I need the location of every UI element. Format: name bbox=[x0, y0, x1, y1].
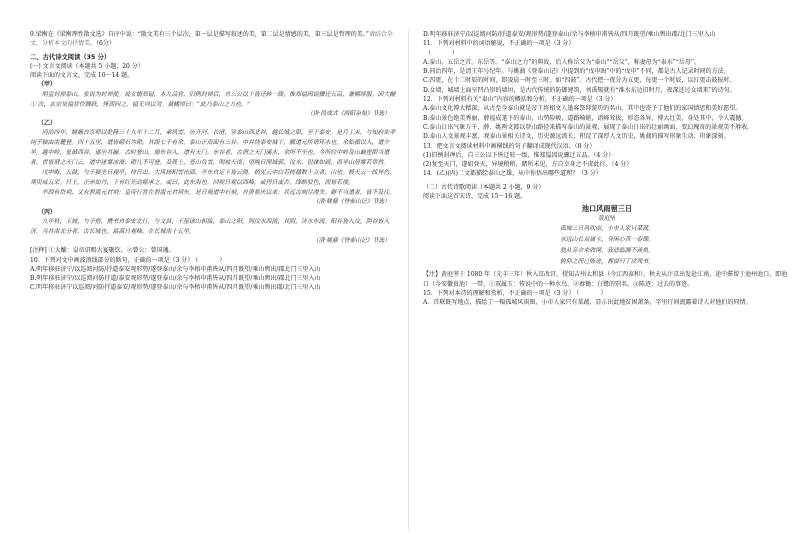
question-14: 14．(乙)(丙)二文都描绘泰山之雄，从中你悟出哪些道理？（3 分） bbox=[423, 170, 602, 178]
answer-bracket: （ ） bbox=[425, 49, 462, 57]
instruction-2: 阅读下面这首宋诗，完成 15～16 题。 bbox=[423, 193, 527, 201]
passage-b-source: （清·姚鼐《登泰山记》节选） bbox=[312, 199, 390, 206]
question-11-option-b: B.同治四年，是清王年号纪年。与姚鼐《登泰山记》中提到的“戊申晦”中的“戊申”不同，都是古人记录时间的方法。 bbox=[423, 68, 730, 76]
question-10-option-c: C.明年移驻济宁以巡阅/河防抒道泰安/观形势/遂登泰山/余与李榕申甫皆从/四月既望/乘山舆出郡/北门三里入山 bbox=[30, 284, 321, 292]
question-11-option-a: A.泰山，五岳之首。东岳等。“泰山之力”的典故，后人称岳父为“泰山”“岳父”，称妻母为“泰水”“岳母”。 bbox=[423, 58, 700, 66]
question-10-option-a: A.明年移驻济宁/以巡阅河防/抒道泰安观形势/遂登泰山/余与李榕申甫皆从/四月既望/乘山舆出/郡北门三里入山 bbox=[30, 265, 321, 273]
poem-note: 【注】黄庭坚于 1080 年（元丰三年）秋入京改官，授知吉州太和县（今江西泰和），秋天从汴京出发赴江南，途中滞留于池州池口，即池口（今安徽贵池）一带。①双属玉：传说中的一种水鸟。②舂锄：白鹭的别名。③陈迹：过去的事迹。 bbox=[423, 271, 788, 288]
poem-title: 池口风雨留三日 bbox=[581, 204, 633, 214]
poem-line: 翁从旁舍来收网，我适临渊不羡鱼。 bbox=[559, 248, 655, 255]
section-2-title: 二、古代诗文阅读（35 分） bbox=[30, 53, 111, 61]
question-15-option-a: A．首联既写地点，描绘了一幅孤城风雨图，小市人家只有菜蔬，显示出此地贫困萧条，字里行间流露着诗人对他们的同情。 bbox=[423, 299, 752, 307]
instruction-1: 阅读下面的文言文，完成 10～14 题。 bbox=[30, 72, 134, 80]
question-12-option-a: A.泰山文化博大精深，从古至今泰山就是帝王将相文人墨客祭拜游历的名山，其中也寄予了他们的家国情思和美好愿望。 bbox=[423, 105, 742, 113]
question-9-hint: 请结合全文，分析本文的抒情美。 bbox=[30, 31, 393, 48]
question-10-option-d: D.明年移驻济宁/以巡阅河防/抒道泰安/观形势/遂登泰山/余与李榕申甫皆从/四月既望/乘山舆出郡/北门三里入山 bbox=[423, 31, 716, 38]
footnotes: [注释] ①大酺：皇帝诏赐大宴聚饮。②曾公：曾国藩。 bbox=[30, 247, 175, 255]
column-divider bbox=[408, 30, 409, 530]
question-13-stem: 13．把文言文阅读材料中画横线的句子翻译成现代汉语。（8 分） bbox=[423, 142, 596, 150]
poem-author: 黄庭坚 bbox=[598, 216, 616, 223]
passage-a-label: （甲） bbox=[38, 81, 57, 89]
question-10-option-b: B.明年移驻济宁/以巡阅河防抒道/泰安观形势/遂登泰山/余与李榕申甫皆从/四月既望/乘山舆出/郡北门三里入山 bbox=[30, 275, 321, 283]
question-13-item-2: (2)复至天门，遂如登天，异境稍稍，睹所未见，方自幸身之不虚此行。（4 分） bbox=[423, 161, 633, 169]
passage-a-source: （唐·段成式《酉阳杂俎》节选） bbox=[307, 110, 390, 117]
question-13-item-1: (1)旧例封禅后，自三公以下皆迁转一级，惟郑镒因说骤迁五品。（4 分） bbox=[423, 151, 615, 159]
left-column bbox=[30, 30, 398, 293]
answer-bracket: （ ） bbox=[195, 256, 229, 264]
passage-b-label: （乙） bbox=[38, 120, 57, 128]
question-9-score: （6分） bbox=[96, 40, 115, 48]
right-column bbox=[423, 30, 791, 308]
passage-a-text: 明皇封禅泰山，张说为封禅使。说女婿郑镒，本九品官，旧例封禅后，自三公以下皆迁转一级，惟郑镒因说骤迁五品，兼赐绯服。因大酺① 次，玄宗见镒官位腾跃，怪而问之，镒无词以对。黄幡绰曰：“此乃泰山之力也。” bbox=[30, 91, 396, 108]
answer-bracket: （ ） bbox=[576, 289, 610, 297]
subsection-2-title: （二）古代诗歌阅读（本题共 2 小题，9 分） bbox=[423, 183, 545, 191]
subsection-1-title: (一) 文言文阅读（本题共 5 小题，20 分） bbox=[30, 62, 144, 70]
question-12-option-d: D.泰山人文景观丰富，观泰山景相关诗文，历史源远流长，积淀了深厚人文历史，姚鼐的描写形象生动，印象深刻。 bbox=[423, 133, 730, 141]
question-15-stem: 15．下列对本诗的理解和赏析，不正确的一项是（3 分） （ ） bbox=[423, 289, 610, 297]
passage-c-source: （清·姚鼐《登泰山记》节选） bbox=[312, 237, 390, 244]
passage-c-label: （丙） bbox=[38, 208, 57, 216]
question-10-stem: 10．下列对文中画波浪线部分的断句，正确的一项是（3 分） （ ） bbox=[30, 256, 229, 264]
passage-c-text: 九年秋，玉坡，与子偕，携书自泰安北行，与文昌、王屋诸山相接，泰山之阳，则汶水西流，其阴，济水东流。阳谷皆入汶，阴谷皆入济。当其南北分者，古长城也。最高日观峰，在长城南十五里。 bbox=[30, 218, 390, 235]
poem-line: 俯仰之间已陈迹，暮窗归了读残书。 bbox=[559, 259, 655, 266]
poem-line: 水远山长双属玉，身闲心苦一舂锄。 bbox=[559, 237, 655, 244]
question-9: 9.梁衡在《梁衡理性散文选》自序中说：“散文美有三个层次，第一层是描写叙述的美，第二层是情感的美，第三层是哲理的美。”请结合全文，分析本文的抒情美。（6分） bbox=[30, 31, 393, 48]
question-11-stem: 11．下列对材料中的词语解说，不正确的一项是（3 分） bbox=[423, 40, 575, 48]
poem-line: 孤城三日风吹雨，小市人家只菜蔬。 bbox=[559, 226, 655, 233]
question-12-option-b: B.泰山景色绝美秀丽，薛福成笔下的泰山，山势险峻，道路崎岖，谱峰耸拔，形态各异，博大壮美，身处其中，令人震撼。 bbox=[423, 114, 748, 122]
passage-b-text: 同治四年，姚鼐自京师以乾隆三十九年十二月，乘风雪，历齐河、长清，穿泰山西北谷，越长城之限，至于泰安。是月丁未，与知府朱孝纯子颍由南麓登。四十五里，道皆砌石为磴，其级七千有余。泰山正南面有三谷。中谷绕泰安城下，郦道元所谓环水也。余始循以入，道少半，越中岭，复循西谷，遂至其巅。古时登山，循东谷入，道有天门。东谷者，古谓之天门溪水，余所不至也。今所经中岭及山巅崖限当道者，世皆谓之天门云。道中迷雾冰滑，磴几不可登。及既上，苍山负雪，明烛天南；望晚日照城郭，汶水、徂徕如画，而半山居雾若带然。 戊申晦，五鼓，与子颍坐日观亭，待日出。大风扬积雪击面。亭东自足下皆云漫。稍见云中白若樗蒱数十立者，山也。极天云一线异色，须臾成五采。日上，正赤如丹，下有红光动摇承之。或曰，此东海也。回视日观以西峰，或得日或否，绛皓驳色，而皆若偻。 亭西有岱祠，又有碧霞元君祠；皇帝行宫在碧霞元君祠东。是日观道中石刻，自唐显庆以来；其远古刻尽漫失。僻不当道者，皆不及往。 bbox=[30, 130, 396, 197]
question-12-option-c: C.泰山日出气象万千，薛、姚两文都以登山路径来描写泰山的景观，展现了泰山日出的壮丽画面，变幻瑰奇的景观美不胜收。 bbox=[423, 123, 754, 131]
question-11-option-c: C.四更，在十二时辰的时间，即凌晨一时至三时，如“四鼓”。古代把一夜分为五更，每更一个时辰，以打更击鼓报时。 bbox=[423, 77, 736, 85]
question-11-option-d: D.女墙，城墙上面呈凹凸形的墙垣，是古代传统的防御建筑，刘禹锡就有“淮水东边旧时月，夜深还过女墙来”的诗句。 bbox=[423, 86, 736, 94]
question-12-stem: 12．下列对材料有关“泰山”内容的概括和分析，不正确的一项是（3 分） bbox=[423, 96, 617, 104]
